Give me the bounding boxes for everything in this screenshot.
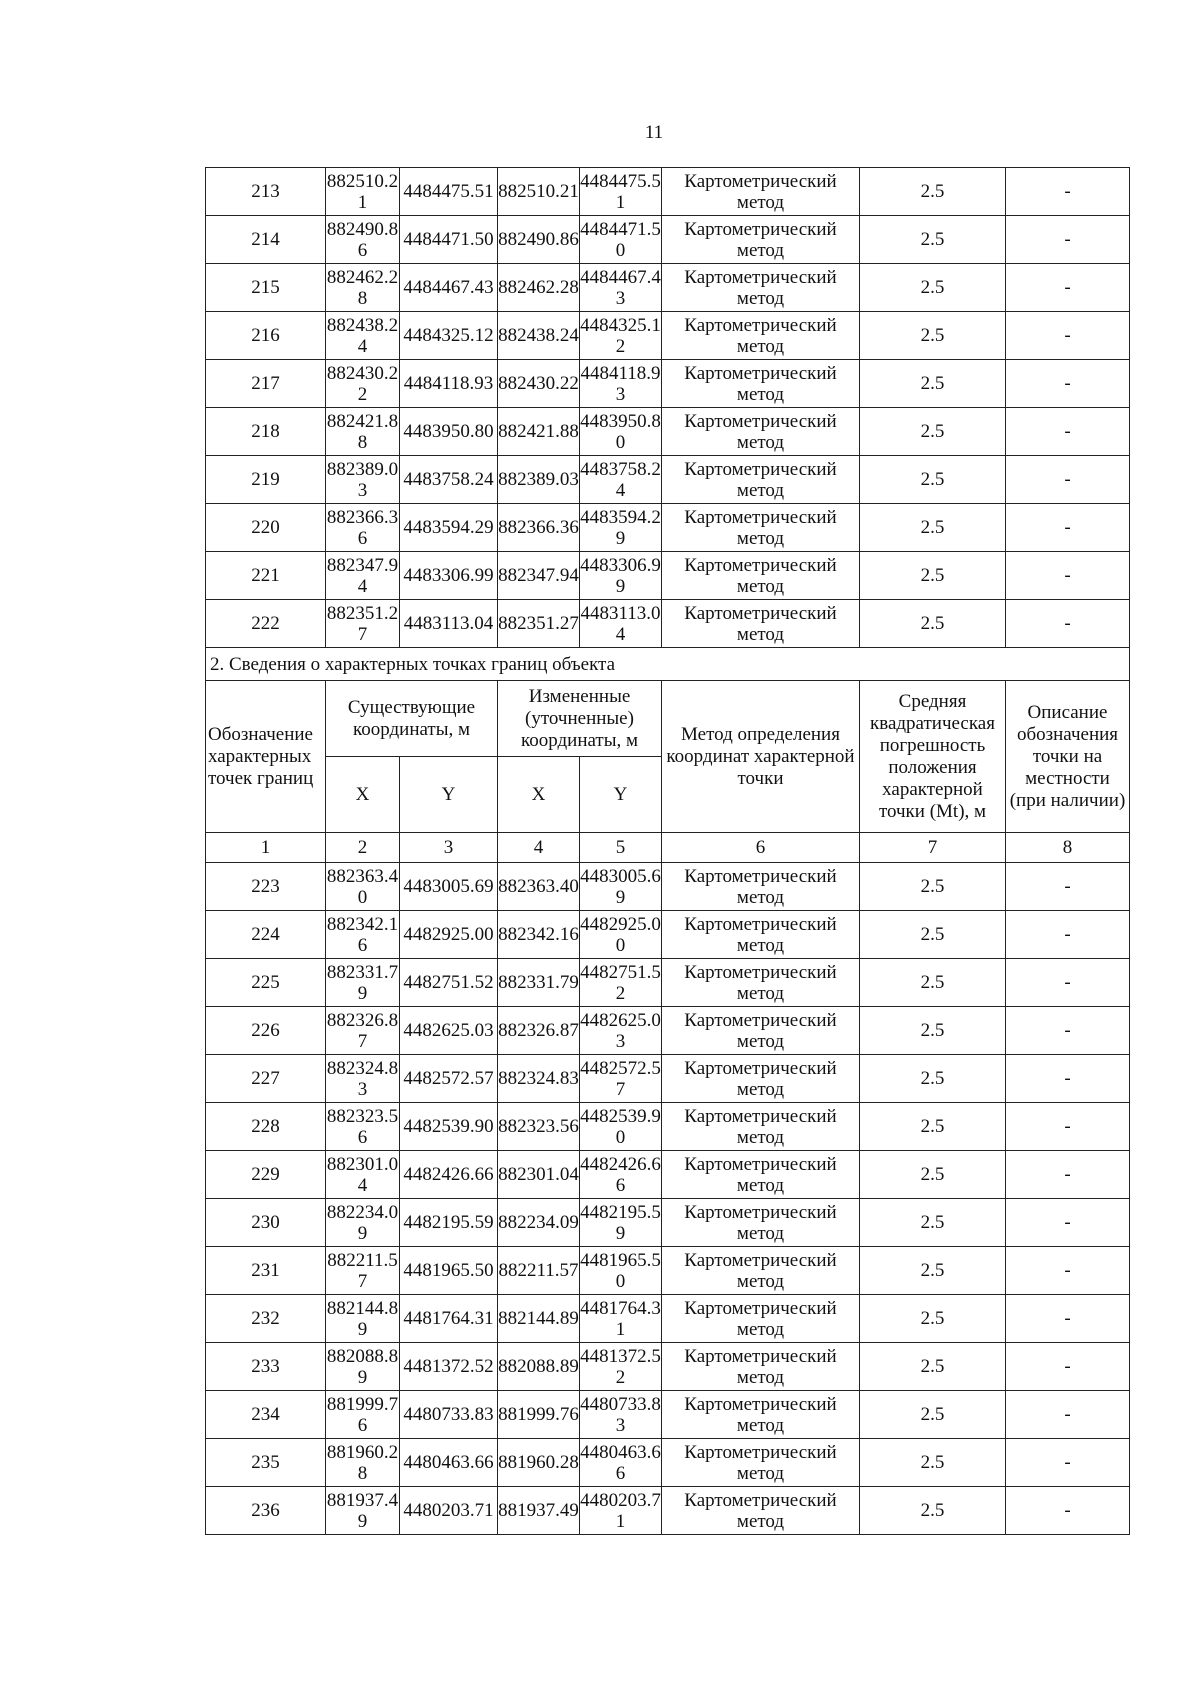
table-row <box>206 1295 1130 1343</box>
table-row <box>206 1199 1130 1247</box>
cell-y-changed: 4483005.69 <box>580 863 662 911</box>
cell-x-changed: 882351.27 <box>498 600 580 648</box>
section-title: 2. Сведения о характерных точках границ объекта <box>206 648 1130 681</box>
cell-point: 220 <box>206 504 326 552</box>
cell-x-changed: 882462.28 <box>498 264 580 312</box>
cell-x-existing: 882324.83 <box>326 1055 400 1103</box>
table-row <box>206 1247 1130 1295</box>
cell-y-existing: 4482751.52 <box>400 959 498 1007</box>
column-number: 8 <box>1006 833 1130 863</box>
cell-point: 234 <box>206 1391 326 1439</box>
cell-x-existing: 882351.27 <box>326 600 400 648</box>
cell-x-existing: 881960.28 <box>326 1439 400 1487</box>
cell-y-changed: 4483950.80 <box>580 408 662 456</box>
cell-error: 2.5 <box>860 168 1006 216</box>
cell-x-changed: 881960.28 <box>498 1439 580 1487</box>
cell-description: - <box>1006 1487 1130 1535</box>
cell-x-changed: 881999.76 <box>498 1391 580 1439</box>
cell-error: 2.5 <box>860 408 1006 456</box>
cell-y-changed: 4481372.52 <box>580 1343 662 1391</box>
table-row <box>206 600 1130 648</box>
cell-description: - <box>1006 264 1130 312</box>
cell-x-existing: 882490.86 <box>326 216 400 264</box>
cell-description: - <box>1006 863 1130 911</box>
cell-point: 217 <box>206 360 326 408</box>
cell-y-changed: 4483594.29 <box>580 504 662 552</box>
cell-method: Картометрический метод <box>662 360 860 408</box>
cell-error: 2.5 <box>860 1391 1006 1439</box>
cell-y-existing: 4483758.24 <box>400 456 498 504</box>
cell-point: 222 <box>206 600 326 648</box>
cell-point: 229 <box>206 1151 326 1199</box>
cell-description: - <box>1006 1247 1130 1295</box>
cell-description: - <box>1006 1055 1130 1103</box>
cell-point: 219 <box>206 456 326 504</box>
cell-point: 215 <box>206 264 326 312</box>
cell-x-existing: 882331.79 <box>326 959 400 1007</box>
cell-y-existing: 4484467.43 <box>400 264 498 312</box>
cell-error: 2.5 <box>860 1439 1006 1487</box>
header-y-existing: Y <box>400 757 498 833</box>
cell-method: Картометрический метод <box>662 1103 860 1151</box>
header-existing-coords: Существующие координаты, м <box>326 681 498 757</box>
cell-description: - <box>1006 552 1130 600</box>
cell-point: 235 <box>206 1439 326 1487</box>
cell-method: Картометрический метод <box>662 1487 860 1535</box>
table-row <box>206 1391 1130 1439</box>
cell-x-existing: 882144.89 <box>326 1295 400 1343</box>
cell-description: - <box>1006 1391 1130 1439</box>
cell-x-changed: 882421.88 <box>498 408 580 456</box>
cell-y-existing: 4484118.93 <box>400 360 498 408</box>
table-row <box>206 1055 1130 1103</box>
cell-point: 227 <box>206 1055 326 1103</box>
cell-method: Картометрический метод <box>662 1199 860 1247</box>
cell-point: 236 <box>206 1487 326 1535</box>
cell-error: 2.5 <box>860 216 1006 264</box>
cell-x-existing: 882421.88 <box>326 408 400 456</box>
cell-x-existing: 882234.09 <box>326 1199 400 1247</box>
cell-x-changed: 881937.49 <box>498 1487 580 1535</box>
cell-x-changed: 882323.56 <box>498 1103 580 1151</box>
cell-x-existing: 882389.03 <box>326 456 400 504</box>
table-row <box>206 1439 1130 1487</box>
cell-error: 2.5 <box>860 504 1006 552</box>
cell-y-changed: 4482625.03 <box>580 1007 662 1055</box>
cell-description: - <box>1006 1007 1130 1055</box>
cell-description: - <box>1006 408 1130 456</box>
table-row <box>206 1007 1130 1055</box>
cell-x-changed: 882389.03 <box>498 456 580 504</box>
header-y-changed: Y <box>580 757 662 833</box>
cell-x-existing: 881999.76 <box>326 1391 400 1439</box>
cell-y-changed: 4480733.83 <box>580 1391 662 1439</box>
table-body-bottom <box>206 863 1130 1535</box>
cell-method: Картометрический метод <box>662 1247 860 1295</box>
cell-x-existing: 882326.87 <box>326 1007 400 1055</box>
cell-method: Картометрический метод <box>662 1151 860 1199</box>
header-method: Метод определения координат характерной точки <box>662 681 860 833</box>
cell-x-existing: 882366.36 <box>326 504 400 552</box>
cell-y-changed: 4482925.00 <box>580 911 662 959</box>
cell-y-changed: 4484325.12 <box>580 312 662 360</box>
column-number: 1 <box>206 833 326 863</box>
cell-x-changed: 882510.21 <box>498 168 580 216</box>
cell-point: 224 <box>206 911 326 959</box>
cell-error: 2.5 <box>860 1199 1006 1247</box>
cell-method: Картометрический метод <box>662 1391 860 1439</box>
table-row <box>206 216 1130 264</box>
cell-description: - <box>1006 168 1130 216</box>
cell-x-changed: 882363.40 <box>498 863 580 911</box>
cell-point: 214 <box>206 216 326 264</box>
cell-x-existing: 882438.24 <box>326 312 400 360</box>
cell-y-changed: 4482751.52 <box>580 959 662 1007</box>
cell-method: Картометрический метод <box>662 216 860 264</box>
table-body-top <box>206 168 1130 648</box>
cell-x-existing: 882088.89 <box>326 1343 400 1391</box>
cell-y-existing: 4481372.52 <box>400 1343 498 1391</box>
cell-method: Картометрический метод <box>662 600 860 648</box>
cell-point: 221 <box>206 552 326 600</box>
cell-error: 2.5 <box>860 264 1006 312</box>
cell-y-existing: 4481965.50 <box>400 1247 498 1295</box>
cell-method: Картометрический метод <box>662 456 860 504</box>
cell-point: 225 <box>206 959 326 1007</box>
table-row <box>206 408 1130 456</box>
cell-error: 2.5 <box>860 863 1006 911</box>
cell-x-existing: 882347.94 <box>326 552 400 600</box>
cell-method: Картометрический метод <box>662 959 860 1007</box>
cell-y-existing: 4482426.66 <box>400 1151 498 1199</box>
cell-x-existing: 882342.16 <box>326 911 400 959</box>
header-changed-coords: Измененные (уточненные) координаты, м <box>498 681 662 757</box>
cell-x-changed: 882144.89 <box>498 1295 580 1343</box>
cell-x-changed: 882347.94 <box>498 552 580 600</box>
cell-y-existing: 4482195.59 <box>400 1199 498 1247</box>
table-row <box>206 1487 1130 1535</box>
cell-error: 2.5 <box>860 1103 1006 1151</box>
cell-error: 2.5 <box>860 1343 1006 1391</box>
cell-method: Картометрический метод <box>662 552 860 600</box>
cell-y-changed: 4481965.50 <box>580 1247 662 1295</box>
cell-error: 2.5 <box>860 600 1006 648</box>
cell-x-changed: 882301.04 <box>498 1151 580 1199</box>
table-row <box>206 504 1130 552</box>
cell-x-changed: 882211.57 <box>498 1247 580 1295</box>
cell-y-existing: 4482539.90 <box>400 1103 498 1151</box>
table-row <box>206 552 1130 600</box>
cell-error: 2.5 <box>860 456 1006 504</box>
header-x-changed: X <box>498 757 580 833</box>
cell-method: Картометрический метод <box>662 408 860 456</box>
cell-error: 2.5 <box>860 1007 1006 1055</box>
cell-description: - <box>1006 456 1130 504</box>
cell-error: 2.5 <box>860 1151 1006 1199</box>
cell-description: - <box>1006 504 1130 552</box>
cell-y-existing: 4480203.71 <box>400 1487 498 1535</box>
cell-x-changed: 882324.83 <box>498 1055 580 1103</box>
cell-method: Картометрический метод <box>662 1295 860 1343</box>
header-point: Обозначение характерных точек границ <box>206 681 326 833</box>
table-header <box>206 648 1130 863</box>
cell-method: Картометрический метод <box>662 863 860 911</box>
table-row <box>206 911 1130 959</box>
cell-y-changed: 4480463.66 <box>580 1439 662 1487</box>
cell-point: 226 <box>206 1007 326 1055</box>
cell-method: Картометрический метод <box>662 1439 860 1487</box>
cell-x-changed: 882088.89 <box>498 1343 580 1391</box>
cell-x-existing: 882430.22 <box>326 360 400 408</box>
table-row <box>206 1151 1130 1199</box>
cell-y-existing: 4483113.04 <box>400 600 498 648</box>
cell-description: - <box>1006 911 1130 959</box>
cell-error: 2.5 <box>860 1295 1006 1343</box>
cell-y-changed: 4483306.99 <box>580 552 662 600</box>
cell-y-existing: 4483594.29 <box>400 504 498 552</box>
cell-y-existing: 4483005.69 <box>400 863 498 911</box>
cell-x-existing: 882462.28 <box>326 264 400 312</box>
cell-y-changed: 4484471.50 <box>580 216 662 264</box>
cell-error: 2.5 <box>860 552 1006 600</box>
cell-description: - <box>1006 1103 1130 1151</box>
header-error: Средняя квадратическая погрешность положения характерной точки (Mt), м <box>860 681 1006 833</box>
cell-x-existing: 882211.57 <box>326 1247 400 1295</box>
cell-y-changed: 4484467.43 <box>580 264 662 312</box>
cell-y-existing: 4480733.83 <box>400 1391 498 1439</box>
cell-method: Картометрический метод <box>662 168 860 216</box>
table-row <box>206 360 1130 408</box>
cell-y-changed: 4481764.31 <box>580 1295 662 1343</box>
column-number: 6 <box>662 833 860 863</box>
cell-y-existing: 4484471.50 <box>400 216 498 264</box>
cell-x-changed: 882430.22 <box>498 360 580 408</box>
cell-x-changed: 882342.16 <box>498 911 580 959</box>
cell-x-changed: 882366.36 <box>498 504 580 552</box>
cell-y-existing: 4483950.80 <box>400 408 498 456</box>
cell-point: 230 <box>206 1199 326 1247</box>
coordinates-table <box>205 167 1130 1535</box>
cell-x-existing: 882363.40 <box>326 863 400 911</box>
table-row <box>206 264 1130 312</box>
cell-error: 2.5 <box>860 1055 1006 1103</box>
table-row <box>206 863 1130 911</box>
cell-y-existing: 4484475.51 <box>400 168 498 216</box>
table-row <box>206 312 1130 360</box>
column-number: 2 <box>326 833 400 863</box>
header-x-existing: X <box>326 757 400 833</box>
table-row <box>206 456 1130 504</box>
cell-description: - <box>1006 1439 1130 1487</box>
cell-x-changed: 882234.09 <box>498 1199 580 1247</box>
cell-description: - <box>1006 1295 1130 1343</box>
table-row <box>206 168 1130 216</box>
cell-y-existing: 4481764.31 <box>400 1295 498 1343</box>
cell-x-changed: 882326.87 <box>498 1007 580 1055</box>
cell-y-changed: 4484118.93 <box>580 360 662 408</box>
cell-x-existing: 881937.49 <box>326 1487 400 1535</box>
cell-y-existing: 4482925.00 <box>400 911 498 959</box>
column-number: 3 <box>400 833 498 863</box>
page-number: 11 <box>644 122 664 143</box>
cell-description: - <box>1006 600 1130 648</box>
cell-description: - <box>1006 216 1130 264</box>
cell-point: 213 <box>206 168 326 216</box>
cell-x-existing: 882510.21 <box>326 168 400 216</box>
cell-x-changed: 882490.86 <box>498 216 580 264</box>
cell-description: - <box>1006 1151 1130 1199</box>
table-row <box>206 959 1130 1007</box>
cell-point: 233 <box>206 1343 326 1391</box>
cell-point: 218 <box>206 408 326 456</box>
cell-point: 231 <box>206 1247 326 1295</box>
cell-method: Картометрический метод <box>662 1055 860 1103</box>
cell-error: 2.5 <box>860 1487 1006 1535</box>
cell-x-changed: 882438.24 <box>498 312 580 360</box>
cell-point: 232 <box>206 1295 326 1343</box>
cell-description: - <box>1006 312 1130 360</box>
column-number: 5 <box>580 833 662 863</box>
cell-error: 2.5 <box>860 1247 1006 1295</box>
cell-y-changed: 4483758.24 <box>580 456 662 504</box>
column-number: 4 <box>498 833 580 863</box>
cell-description: - <box>1006 1199 1130 1247</box>
cell-description: - <box>1006 360 1130 408</box>
cell-y-existing: 4480463.66 <box>400 1439 498 1487</box>
cell-method: Картометрический метод <box>662 264 860 312</box>
cell-x-existing: 882323.56 <box>326 1103 400 1151</box>
table-row <box>206 1343 1130 1391</box>
cell-error: 2.5 <box>860 312 1006 360</box>
cell-y-changed: 4482539.90 <box>580 1103 662 1151</box>
cell-method: Картометрический метод <box>662 312 860 360</box>
cell-error: 2.5 <box>860 911 1006 959</box>
cell-y-existing: 4482625.03 <box>400 1007 498 1055</box>
header-description: Описание обозначения точки на местности (при наличии) <box>1006 681 1130 833</box>
cell-y-changed: 4483113.04 <box>580 600 662 648</box>
cell-method: Картометрический метод <box>662 504 860 552</box>
cell-description: - <box>1006 1343 1130 1391</box>
cell-point: 228 <box>206 1103 326 1151</box>
cell-error: 2.5 <box>860 959 1006 1007</box>
column-number: 7 <box>860 833 1006 863</box>
cell-description: - <box>1006 959 1130 1007</box>
cell-point: 216 <box>206 312 326 360</box>
cell-method: Картометрический метод <box>662 1007 860 1055</box>
cell-y-existing: 4484325.12 <box>400 312 498 360</box>
cell-x-existing: 882301.04 <box>326 1151 400 1199</box>
cell-method: Картометрический метод <box>662 1343 860 1391</box>
cell-error: 2.5 <box>860 360 1006 408</box>
cell-y-changed: 4482572.57 <box>580 1055 662 1103</box>
cell-x-changed: 882331.79 <box>498 959 580 1007</box>
cell-method: Картометрический метод <box>662 911 860 959</box>
cell-point: 223 <box>206 863 326 911</box>
cell-y-changed: 4482195.59 <box>580 1199 662 1247</box>
cell-y-existing: 4482572.57 <box>400 1055 498 1103</box>
cell-y-existing: 4483306.99 <box>400 552 498 600</box>
table-row <box>206 1103 1130 1151</box>
cell-y-changed: 4482426.66 <box>580 1151 662 1199</box>
cell-y-changed: 4484475.51 <box>580 168 662 216</box>
cell-y-changed: 4480203.71 <box>580 1487 662 1535</box>
